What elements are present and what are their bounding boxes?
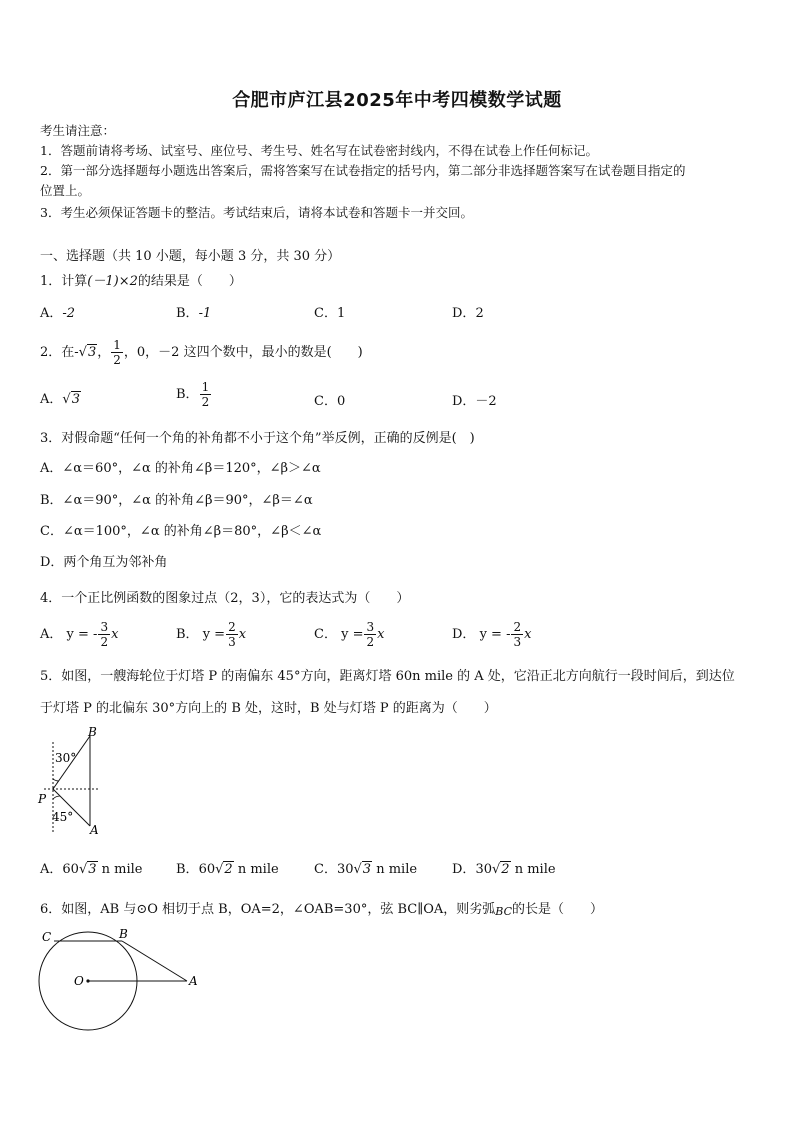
- notice-heading: 考生请注意：: [40, 123, 116, 138]
- q6-stem-end: 的长是（ ）: [512, 902, 604, 917]
- q6-label-a: A: [189, 974, 198, 988]
- q5-label-a: A: [90, 823, 99, 837]
- q5-angle-30: 30°: [55, 751, 77, 765]
- notice-item: 位置上。: [40, 183, 91, 198]
- notice-item: 1．答题前请将考场、试室号、座位号、考生号、姓名写在试卷密封线内，不得在试卷上作任何标记。: [40, 143, 598, 158]
- denominator: 2: [366, 635, 375, 649]
- variable: x: [377, 627, 385, 642]
- q5-label-p: P: [38, 792, 47, 806]
- sqrt-expression: √3: [78, 345, 97, 360]
- q4-option-d: [452, 620, 531, 649]
- radicand: 3: [87, 345, 97, 360]
- q1-expression: (－1)×2: [87, 274, 138, 289]
- q5-figure: [36, 724, 106, 838]
- q5-option-b: [176, 858, 279, 877]
- numerator: 2: [513, 620, 522, 634]
- q2-option-d: D．－2: [452, 394, 497, 409]
- q3-option-c: C．∠α＝100°，∠α 的补角∠β＝80°，∠β＜∠α: [40, 524, 322, 539]
- arc-bc: BC: [495, 905, 512, 918]
- denominator: 3: [513, 635, 522, 649]
- option-lhs: y =: [202, 627, 226, 642]
- q5-angle-arc-bottom: [53, 796, 60, 799]
- option-letter: B．: [176, 862, 199, 877]
- question-6: [40, 898, 603, 917]
- option-lhs: y =: [341, 627, 364, 642]
- q1-suffix: 的结果是（ ）: [137, 274, 242, 289]
- q4-option-c: [314, 620, 384, 649]
- fraction: [511, 620, 523, 649]
- option-value: 2: [475, 306, 484, 321]
- fraction: [364, 620, 376, 649]
- q1-option-c: [314, 302, 345, 321]
- fraction: [111, 338, 123, 367]
- q5-label-b: B: [88, 725, 97, 739]
- q2-option-b: [176, 380, 212, 409]
- question-4: 4．一个正比例函数的图象过点（2，3），它的表达式为（ ）: [40, 591, 410, 606]
- radicand: 3: [71, 392, 80, 407]
- sqrt-expression: √2: [215, 862, 233, 877]
- radicand: 2: [501, 862, 510, 877]
- option-letter: C．: [314, 306, 337, 321]
- denominator: 3: [228, 635, 236, 649]
- q2-prefix: 2．在-: [40, 345, 79, 360]
- q1-option-d: [452, 302, 484, 321]
- denominator: 2: [100, 635, 109, 649]
- option-letter: A．: [40, 306, 63, 321]
- fraction: [226, 620, 238, 649]
- option-letter: B．: [176, 306, 199, 321]
- q3-option-a: A．∠α＝60°，∠α 的补角∠β＝120°，∠β＞∠α: [40, 461, 321, 476]
- q6-center-point: [86, 979, 89, 982]
- notice-item: 3．考生必须保证答题卡的整洁。考试结束后，请将本试卷和答题卡一并交回。: [40, 205, 473, 220]
- sqrt-expression: √3: [62, 392, 80, 407]
- option-unit: n mile: [514, 862, 556, 877]
- denominator: 2: [113, 353, 121, 367]
- numerator: 1: [113, 338, 121, 352]
- numerator: 3: [100, 620, 109, 634]
- q5-option-c: [314, 858, 417, 877]
- option-letter: D．: [452, 862, 476, 877]
- q1-prefix: 1．计算: [40, 274, 88, 289]
- radicand: 2: [224, 862, 233, 877]
- q1-option-b: [176, 302, 211, 321]
- option-coefficient: 60: [198, 862, 216, 877]
- option-coefficient: 60: [62, 862, 79, 877]
- fraction: [98, 620, 110, 649]
- option-lhs: y = -: [479, 627, 511, 642]
- q2-separator: ，: [97, 345, 111, 360]
- q2-suffix: ，0，－2 这四个数中，最小的数是( ): [123, 345, 363, 360]
- q6-figure: [36, 926, 202, 1034]
- question-5-line-1: 5．如图，一艘海轮位于灯塔 P 的南偏东 45°方向，距离灯塔 60n mile 的 A 处，它沿正北方向航行一段时间后，到达位: [40, 669, 735, 684]
- question-3: 3．对假命题“任何一个角的补角都不小于这个角”举反例，正确的反例是( ): [40, 431, 475, 446]
- q5-angle-45: 45°: [52, 810, 74, 824]
- option-letter: B．: [176, 387, 199, 402]
- option-coefficient: 30: [475, 862, 492, 877]
- q6-tangent-ab: [122, 941, 187, 981]
- question-2: [40, 338, 363, 367]
- q6-label-c: C: [42, 930, 52, 944]
- option-unit: n mile: [101, 862, 143, 877]
- q5-option-a: [40, 858, 143, 877]
- q3-option-d: D．两个角互为邻补角: [40, 555, 168, 570]
- q1-option-a: [40, 302, 75, 321]
- option-letter: D．: [452, 306, 476, 321]
- option-value: -2: [62, 306, 76, 321]
- q6-stem-start: 6．如图，AB 与⊙O 相切于点 B，OA=2，∠OAB=30°，弦 BC∥OA，则劣弧: [40, 902, 496, 917]
- option-coefficient: 30: [336, 862, 354, 877]
- option-letter: C．: [314, 862, 337, 877]
- option-letter: C．: [314, 627, 337, 642]
- option-unit: n mile: [376, 862, 418, 877]
- option-letter: D．: [452, 627, 476, 642]
- question-5-line-2: 于灯塔 P 的北偏东 30°方向上的 B 处，这时，B 处与灯塔 P 的距离为（ ）: [40, 701, 497, 716]
- q6-label-o: O: [74, 974, 84, 988]
- q5-angle-arc-top: [53, 779, 59, 781]
- numerator: 2: [228, 620, 236, 634]
- fraction: [200, 380, 212, 409]
- question-1: [40, 270, 242, 289]
- page-title: 合肥市庐江县2025年中考四模数学试题: [232, 90, 562, 111]
- section-heading: 一、选择题（共 10 小题，每小题 3 分，共 30 分）: [40, 249, 341, 264]
- numerator: 1: [201, 380, 210, 394]
- q5-option-d: [452, 858, 556, 877]
- option-letter: A．: [40, 862, 63, 877]
- option-value: 1: [336, 306, 346, 321]
- radicand: 3: [362, 862, 372, 877]
- q2-option-a: [40, 388, 81, 407]
- option-letter: B．: [176, 627, 199, 642]
- option-letter: A．: [40, 392, 63, 407]
- q4-option-b: [176, 620, 246, 649]
- variable: x: [524, 627, 532, 642]
- sqrt-expression: √3: [78, 862, 97, 877]
- denominator: 2: [201, 395, 210, 409]
- q2-option-c: C．0: [314, 394, 346, 409]
- numerator: 3: [366, 620, 375, 634]
- q4-option-a: [40, 620, 118, 649]
- option-lhs: y = -: [66, 627, 98, 642]
- variable: x: [238, 627, 247, 642]
- notice-item: 2．第一部分选择题每小题选出答案后，需将答案写在试卷指定的括号内，第二部分非选择题答案写在试卷题目指定的: [40, 163, 686, 178]
- option-unit: n mile: [237, 862, 279, 877]
- variable: x: [111, 627, 119, 642]
- q6-label-b: B: [119, 927, 128, 941]
- q3-option-b: B．∠α＝90°，∠α 的补角∠β＝90°，∠β＝∠α: [40, 493, 313, 508]
- option-value: -1: [198, 306, 212, 321]
- radicand: 3: [88, 862, 97, 877]
- sqrt-expression: √2: [491, 862, 510, 877]
- option-letter: A．: [40, 627, 63, 642]
- sqrt-expression: √3: [353, 862, 372, 877]
